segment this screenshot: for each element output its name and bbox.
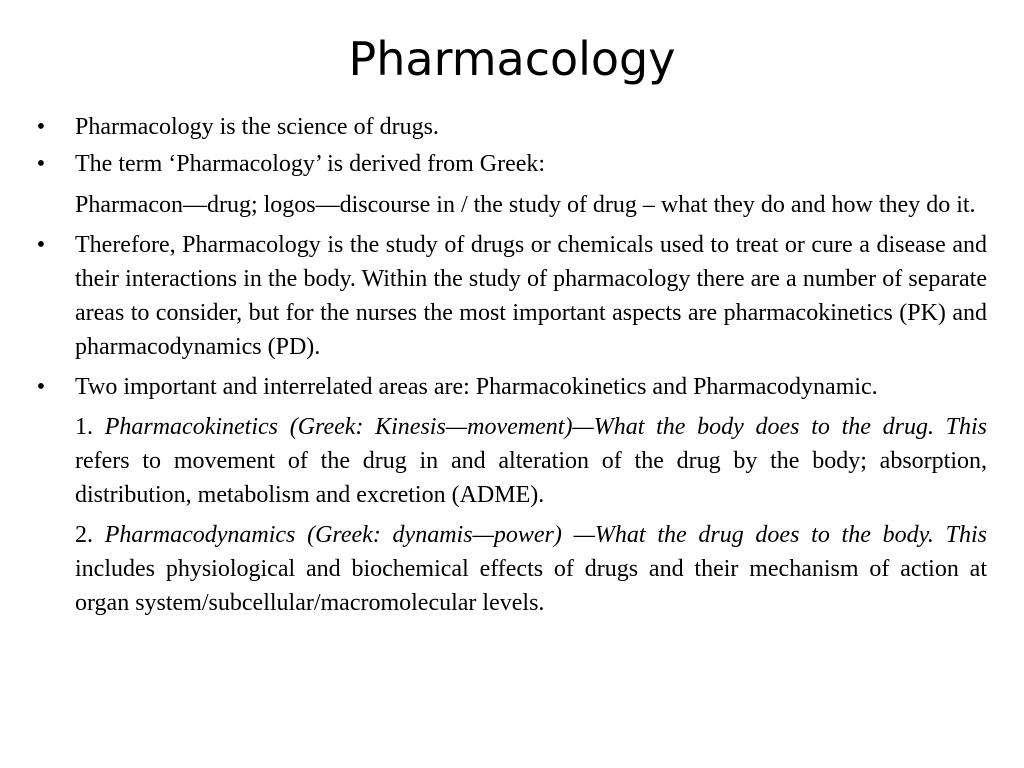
item-italic-text: Pharmacokinetics (Greek: Kinesis—movement)—What the body does to the drug. This bbox=[104, 414, 988, 440]
bullet-icon: • bbox=[36, 114, 46, 140]
bullet-item-definition bbox=[36, 110, 987, 144]
item-text: refers to movement of the drug in and alteration of the drug by the body; absorption, distribution, metabolism and excretion (ADME). bbox=[75, 448, 987, 508]
bullet-icon: • bbox=[36, 151, 46, 177]
bullet-icon: • bbox=[36, 232, 46, 258]
slide-title: Pharmacology bbox=[348, 32, 676, 86]
bullet-icon: • bbox=[36, 374, 46, 400]
bullet-item-study bbox=[36, 228, 987, 364]
etymology-detail bbox=[75, 188, 987, 222]
bullet-text: Two important and interrelated areas are: Pharmacokinetics and Pharmacodynamic. bbox=[75, 374, 878, 400]
bullet-item-areas bbox=[36, 370, 987, 404]
item-text: includes physiological and biochemical effects of drugs and their mechanism of action at organ system/subcellular/macromolecular levels. bbox=[75, 556, 987, 616]
numbered-item-pharmacokinetics bbox=[75, 410, 987, 512]
item-number: 2. bbox=[75, 522, 93, 548]
slide-body bbox=[0, 110, 1024, 626]
bullet-text: The term ‘Pharmacology’ is derived from Greek: bbox=[75, 151, 546, 177]
numbered-item-pharmacodynamics bbox=[75, 518, 987, 620]
bullet-text: Therefore, Pharmacology is the study of drugs or chemicals used to treat or cure a disease and their interactions in the body. Within the study of pharmacology there are a number of separate areas to consider, but for the nurses the most important aspects are pharmacokinetics (PK) and pharmacodynamics (PD). bbox=[75, 232, 987, 360]
bullet-item-etymology bbox=[36, 147, 987, 181]
item-italic-text: Pharmacodynamics (Greek: dynamis—power) —What the drug does to the body. This bbox=[104, 522, 988, 548]
etymology-text: Pharmacon—drug; logos—discourse in / the study of drug – what they do and how they do it. bbox=[75, 192, 976, 218]
bullet-text: Pharmacology is the science of drugs. bbox=[75, 114, 439, 140]
item-number: 1. bbox=[75, 414, 93, 440]
